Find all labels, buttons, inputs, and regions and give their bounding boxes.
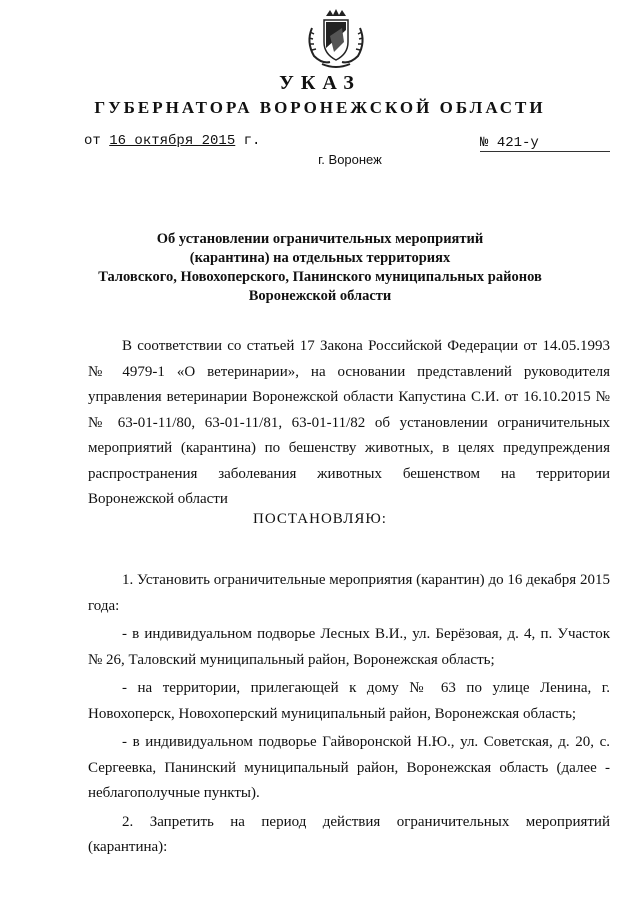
preamble-paragraph: В соответствии со статьей 17 Закона Российской Федерации от 14.05.1993 № 4979-1 «О ветеринарии», на основании представлений руководителя управления ветеринарии Воронежской области Капустина С.И. от 16.10.2015 №№ 63-01-11/80, 63-01-11/81, 63-01-11/82 об установлении ограничительных мероприятий (карантина) по бешенству животных, в целях предупреждения распространения заболевания животных бешенством на территории Воронежской области [88,338,610,507]
date-prefix: от [84,133,101,149]
document-number [480,135,610,152]
subject-line: Об установлении ограничительных мероприятий [156,231,484,247]
subject-line: (карантина) на отдельных территориях [189,250,451,266]
issuing-authority: ГУБЕРНАТОРА ВОРОНЕЖСКОЙ ОБЛАСТИ [94,98,546,117]
subject-line: Таловского, Новохоперского, Панинского муниципальных районов [98,269,542,285]
date-suffix: г. [243,133,261,149]
decree-items [88,568,610,864]
document-date [84,133,260,149]
decree-item: 2. Запретить на период действия ограничительных мероприятий (карантина): [88,813,610,855]
document-type-title: УКАЗ [279,72,361,94]
preamble-block [88,334,610,513]
decree-word: ПОСТАНОВЛЯЮ: [253,511,387,527]
document-subject [80,230,560,306]
number-label: № [480,135,489,151]
decree-item: 1. Установить ограничительные мероприятия (карантин) до 16 декабря 2015 года: [88,572,610,614]
number-value: 421-у [496,135,539,151]
date-value: 16 октября 2015 [109,133,236,149]
coat-of-arms-icon [300,8,372,70]
decree-item: - в индивидуальном подворье Гайворонской Н.Ю., ул. Советская, д. 20, с. Сергеевка, Панинский муниципальный район, Воронежская область (далее - неблагополучные пункты). [88,734,610,801]
subject-line: Воронежской области [248,288,392,304]
city: г. Воронеж [318,152,382,167]
decree-item: - на территории, прилегающей к дому № 63 по улице Ленина, г. Новохоперск, Новохоперский муниципальный район, Воронежская область; [88,680,610,722]
decree-item: - в индивидуальном подворье Лесных В.И., ул. Берёзовая, д. 4, п. Участок № 26, Таловский муниципальный район, Воронежская область; [88,626,610,668]
